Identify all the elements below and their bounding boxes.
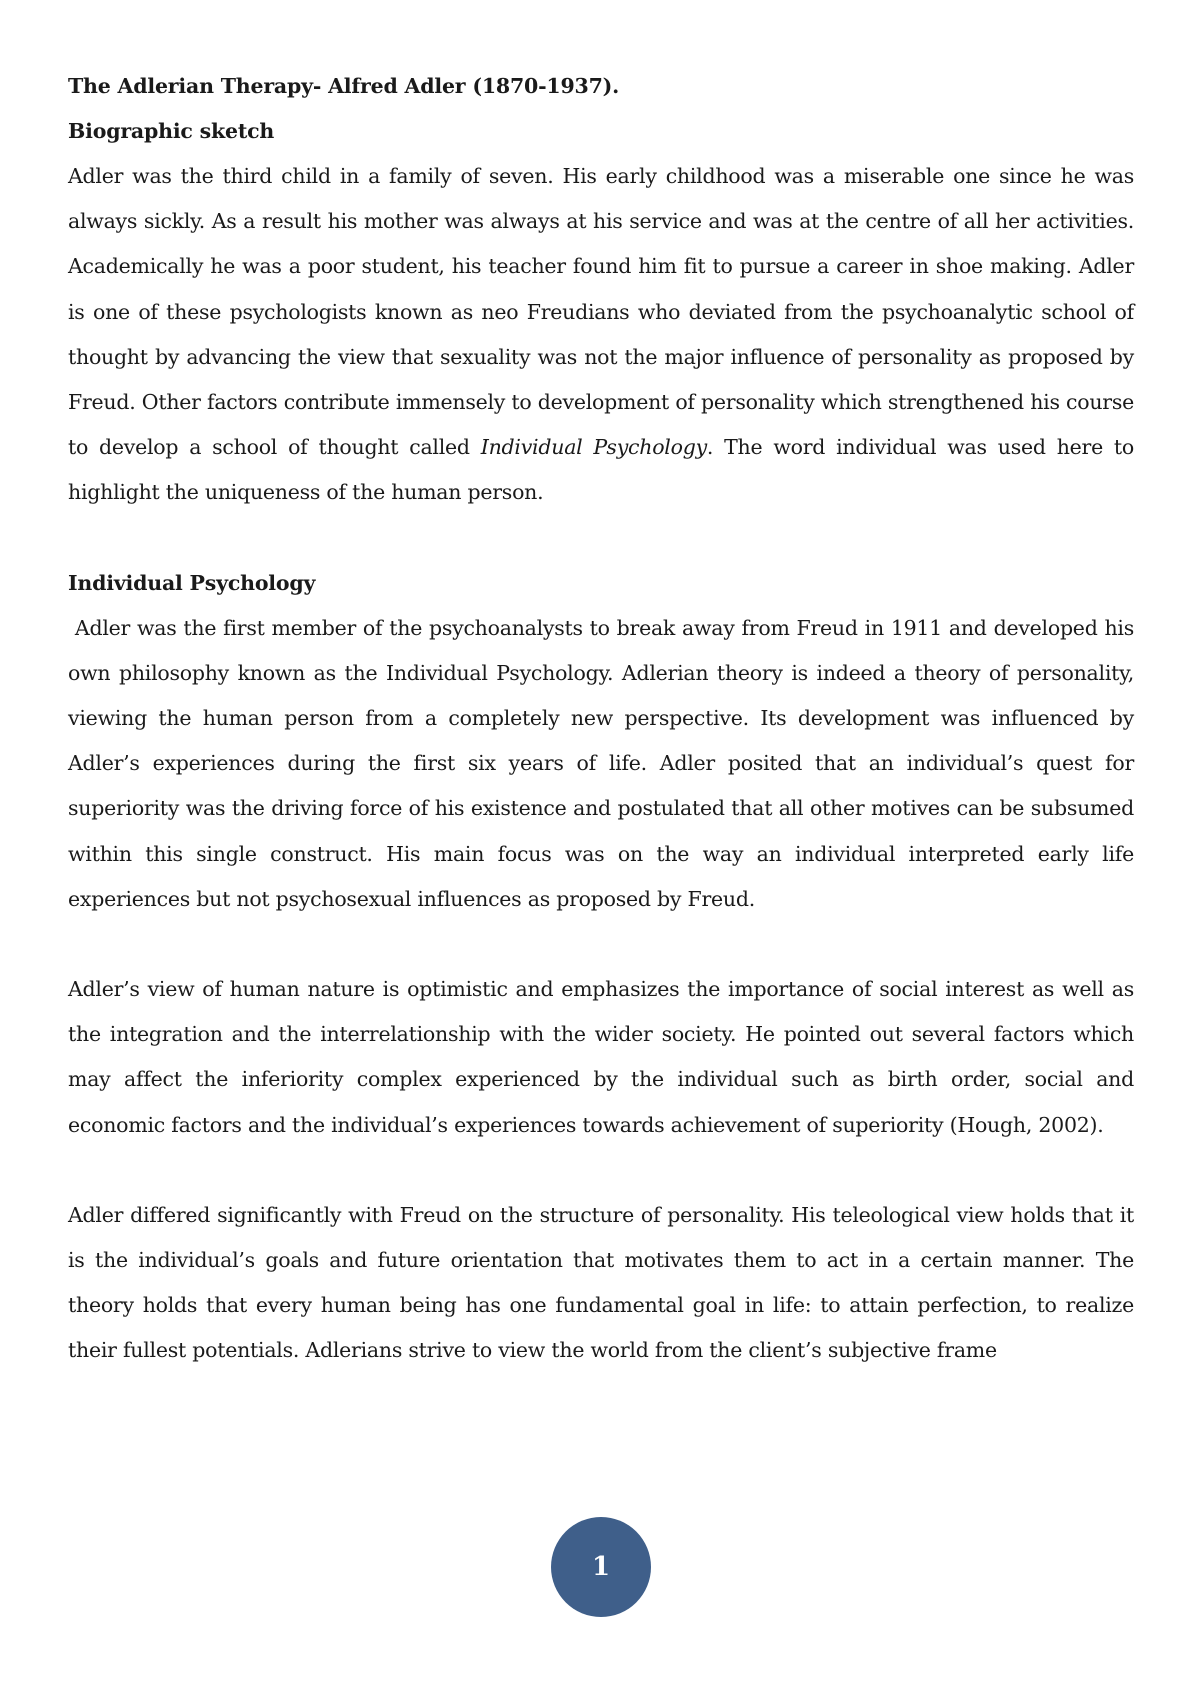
document-body (68, 64, 1141, 1374)
paragraph-gap (68, 1148, 1134, 1193)
paragraph-individual-psychology-1: Adler was the first member of the psychoanalysts to break away from Freud in 1911 and developed his own philosophy known as the Individual Psychology. Adlerian theory is indeed a theory of personality, viewing the human person from a completely new perspective. Its development was influenced by Adler’s experiences during the first six years of life. Adler posited that an individual’s quest for superiority was the driving force of his existence and postulated that all other motives can be subsumed within this single construct. His main focus was on the way an individual interpreted early life experiences but not psychosexual influences as proposed by Freud. (68, 615, 1141, 911)
page-number: 1 (591, 1552, 611, 1582)
paragraph-biography-tail: . The word individual was used here to highlight the uniqueness of the human person. (68, 435, 1134, 505)
paragraph-human-nature: Adler’s view of human nature is optimistic and emphasizes the importance of social interest as well as the integration and the interrelationship with the wider society. He pointed out several factors which may affect the inferiority complex experienced by the individual such as birth order, social and economic factors and the individual’s experiences towards achievement of superiority (Hough, 2002). (68, 977, 1134, 1137)
paragraph-gap (68, 516, 1134, 561)
paragraph-biography-text: Adler was the third child in a family of seven. His early childhood was a miserable one since he was always sickly. As a result his mother was always at his service and was at the centre of all her activities. Academically he was a poor student, his teacher found him fit to pursue a career in shoe making. Adler is one of these psychologists known as neo Freudians who deviated from the psychoanalytic school of thought by advancing the view that sexuality was not the major influence of personality as proposed by Freud. Other factors contribute immensely to development of personality which strengthened his course to develop a school of thought called (68, 164, 1134, 460)
paragraph-personality-structure: Adler differed significantly with Freud on the structure of personality. His teleological view holds that it is the individual’s goals and future orientation that motivates them to act in a certain manner. The theory holds that every human being has one fundamental goal in life: to attain perfection, to realize their fullest potentials. Adlerians strive to view the world from the client’s subjective frame (68, 1202, 1134, 1363)
section-heading-individual-psychology: Individual Psychology (68, 570, 316, 595)
document-title: The Adlerian Therapy- Alfred Adler (1870-1937). (68, 74, 620, 98)
section-heading-biographic-sketch: Biographic sketch (68, 119, 275, 143)
paragraph-biography (68, 154, 1134, 516)
page-number-badge (551, 1517, 651, 1617)
paragraph-gap (68, 922, 1134, 967)
individual-psychology-term: Individual Psychology (480, 435, 707, 460)
